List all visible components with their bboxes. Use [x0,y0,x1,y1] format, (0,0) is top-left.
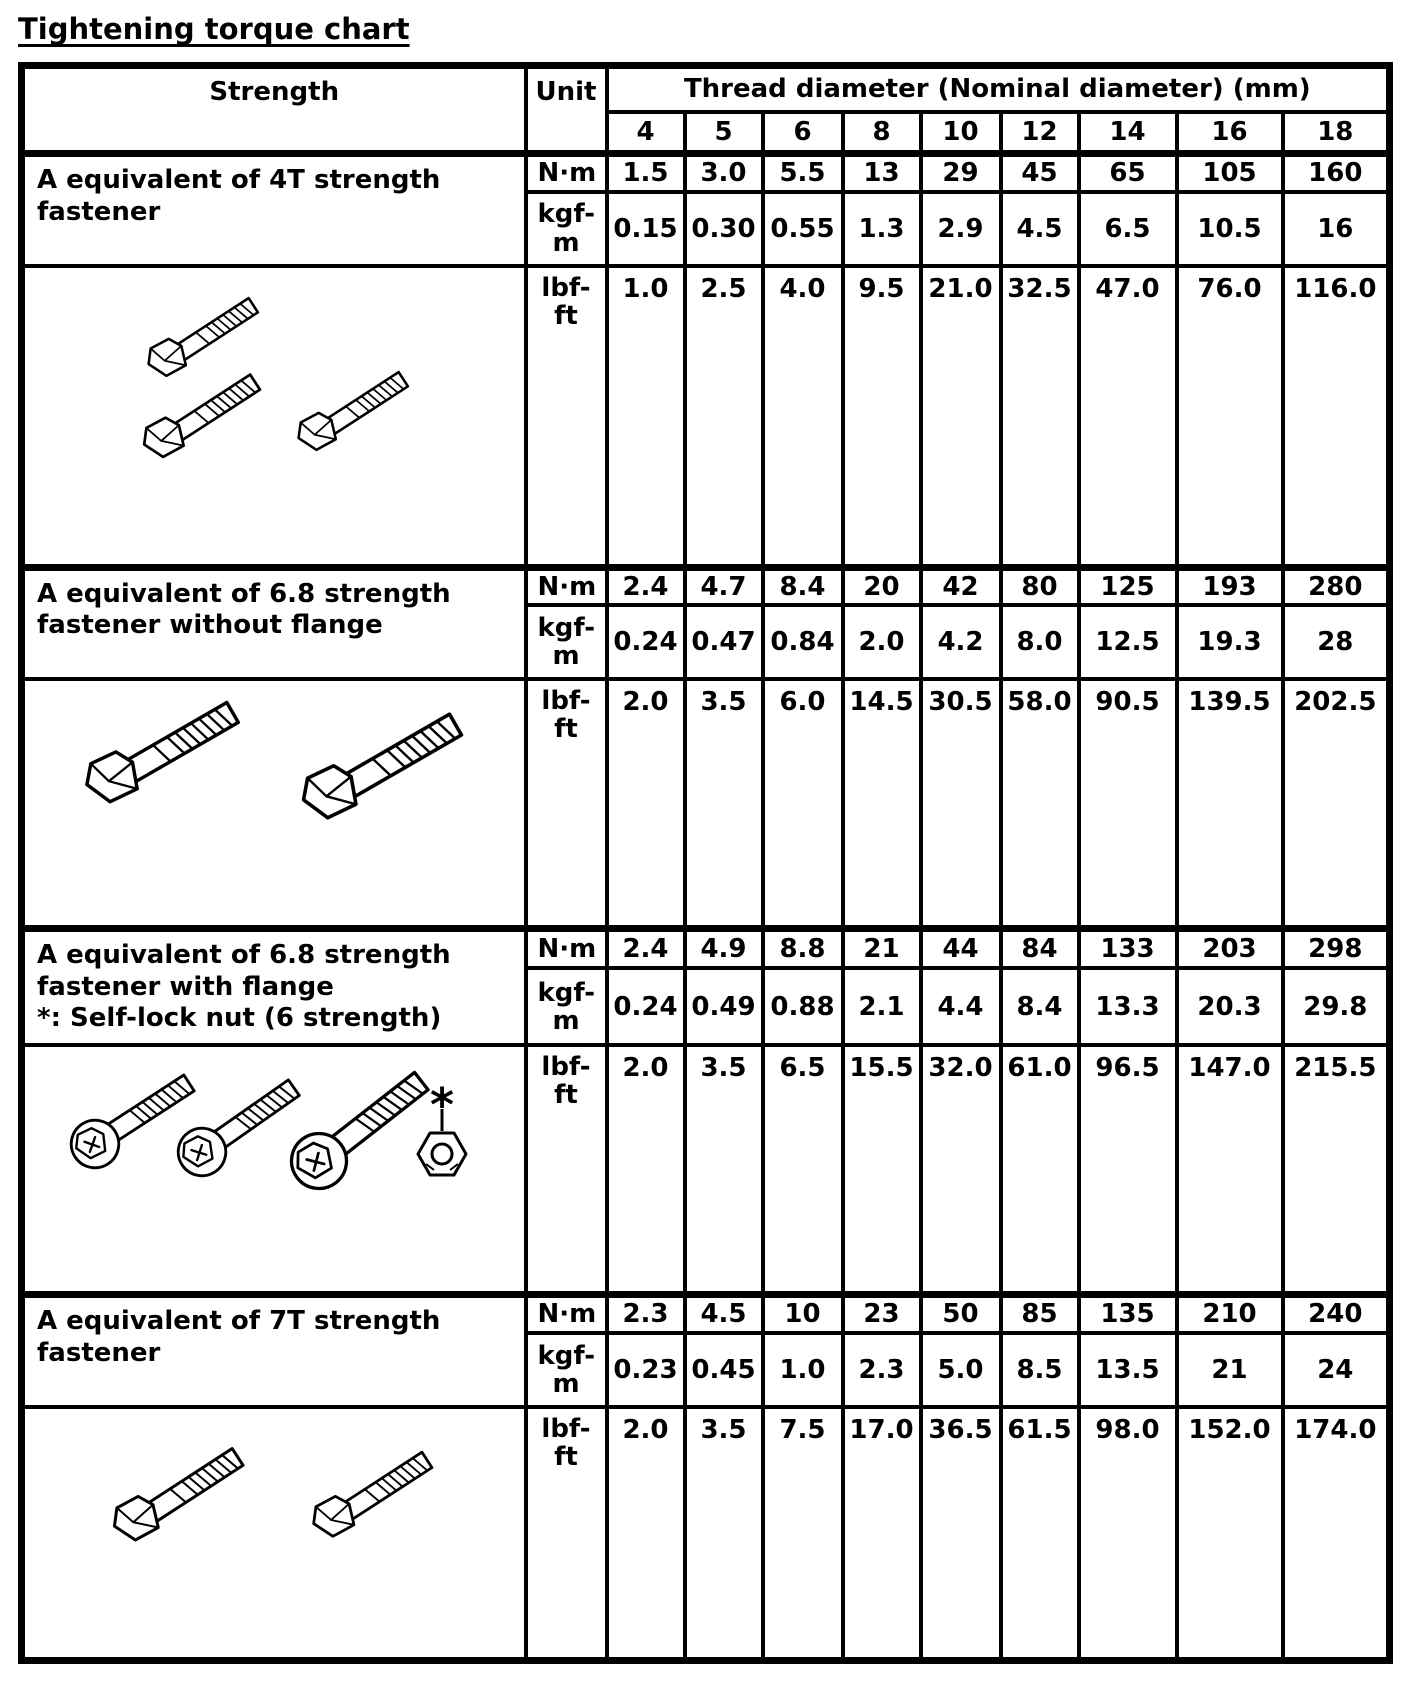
unit-label: N·m [526,567,607,605]
torque-value: 105 [1177,154,1283,192]
torque-value: 4.7 [685,567,763,605]
diameter-column-header: 12 [1001,112,1079,154]
torque-value: 2.0 [607,679,685,929]
strength-label-text: A equivalent of 4T strength fastener [37,165,441,227]
diameter-column-header: 14 [1079,112,1177,154]
diameter-column-header: 5 [685,112,763,154]
torque-value: 2.5 [685,266,763,568]
torque-value: 20 [843,567,921,605]
torque-value: 298 [1283,929,1390,969]
torque-value: 98.0 [1079,1407,1177,1661]
hex-bolt-icon [292,362,411,455]
torque-value: 19.3 [1177,605,1283,679]
table-row [22,679,1390,929]
unit-label: kgf-m [526,605,607,679]
column-header-diameter: Thread diameter (Nominal diameter) (mm) [607,66,1390,112]
torque-value: 4.5 [1001,192,1079,266]
diameter-column-header: 8 [843,112,921,154]
torque-value: 36.5 [921,1407,1001,1661]
unit-label: lbf-ft [526,679,607,929]
torque-value: 58.0 [1001,679,1079,929]
torque-value: 24 [1283,1333,1390,1407]
torque-value: 133 [1079,929,1177,969]
torque-value: 90.5 [1079,679,1177,929]
torque-value: 8.4 [1001,968,1079,1045]
torque-value: 0.84 [763,605,843,679]
hex-bolt-icon [295,701,465,826]
unit-label: N·m [526,154,607,192]
torque-value: 0.47 [685,605,763,679]
torque-value: 3.5 [685,679,763,929]
torque-value: 2.4 [607,567,685,605]
torque-value: 1.0 [763,1333,843,1407]
unit-label: kgf-m [526,192,607,266]
torque-value: 4.4 [921,968,1001,1045]
torque-value: 32.0 [921,1045,1001,1295]
table-row [22,1295,1390,1333]
torque-value: 6.0 [763,679,843,929]
flange-bolts-drawing [27,1049,519,1291]
table-row [22,66,1390,112]
torque-value: 50 [921,1295,1001,1333]
hex-bolts-drawing [27,270,519,564]
table-header [22,66,1390,154]
torque-value: 152.0 [1177,1407,1283,1661]
torque-value: 8.8 [763,929,843,969]
torque-value: 45 [1001,154,1079,192]
torque-value: 2.1 [843,968,921,1045]
strength-label [22,567,526,679]
section-7t [22,1295,1390,1661]
torque-value: 2.0 [607,1407,685,1661]
torque-value: 47.0 [1079,266,1177,568]
unit-label: kgf-m [526,1333,607,1407]
torque-value: 125 [1079,567,1177,605]
torque-value: 2.3 [843,1333,921,1407]
table-row [22,154,1390,192]
page-title: Tightening torque chart [18,12,410,46]
unit-label: N·m [526,1295,607,1333]
diameter-column-header: 6 [763,112,843,154]
torque-value: 240 [1283,1295,1390,1333]
hex-bolts-drawing [27,1411,519,1657]
bolt-illustration-68-no-flange [22,679,526,929]
torque-value: 2.4 [607,929,685,969]
torque-value: 2.0 [843,605,921,679]
torque-value: 202.5 [1283,679,1390,929]
flange-bolt-icon [280,1060,438,1200]
torque-value: 0.55 [763,192,843,266]
unit-label: lbf-ft [526,1045,607,1295]
torque-value: 139.5 [1177,679,1283,929]
hex-bolts-drawing [27,683,519,925]
torque-value: 215.5 [1283,1045,1390,1295]
torque-value: 84 [1001,929,1079,969]
torque-value: 85 [1001,1295,1079,1333]
torque-value: 0.88 [763,968,843,1045]
table-row [22,929,1390,969]
torque-value: 3.5 [685,1045,763,1295]
self-lock-nut-icon [418,1133,466,1175]
torque-value: 32.5 [1001,266,1079,568]
torque-value: 42 [921,567,1001,605]
hex-bolt-icon [307,1442,435,1543]
torque-value: 28 [1283,605,1390,679]
torque-value: 8.4 [763,567,843,605]
torque-value: 21 [843,929,921,969]
torque-value: 0.24 [607,605,685,679]
torque-value: 13.3 [1079,968,1177,1045]
torque-value: 44 [921,929,1001,969]
hex-bolt-icon [142,288,261,381]
table-row [22,567,1390,605]
torque-value: 4.5 [685,1295,763,1333]
hex-bolt-icon [107,1437,246,1547]
column-header-strength: Strength [22,66,526,154]
torque-value: 16 [1283,192,1390,266]
strength-label-text: A equivalent of 6.8 strength fastener without flange [37,578,451,641]
bolt-illustration-68-flange [22,1045,526,1295]
torque-value: 2.3 [607,1295,685,1333]
strength-label [22,1295,526,1407]
strength-label [22,929,526,1046]
torque-value: 76.0 [1177,266,1283,568]
torque-value: 135 [1079,1295,1177,1333]
hex-bolt-icon [137,364,263,463]
torque-value: 65 [1079,154,1177,192]
bolt-illustration-7t [22,1407,526,1661]
torque-value: 4.0 [763,266,843,568]
hex-bolt-icon [79,690,242,810]
torque-value: 21 [1177,1333,1283,1407]
torque-value: 17.0 [843,1407,921,1661]
torque-value: 160 [1283,154,1390,192]
diameter-column-header: 10 [921,112,1001,154]
torque-value: 0.45 [685,1333,763,1407]
torque-value: 6.5 [763,1045,843,1295]
torque-value: 8.5 [1001,1333,1079,1407]
torque-value: 10 [763,1295,843,1333]
torque-value: 96.5 [1079,1045,1177,1295]
torque-value: 80 [1001,567,1079,605]
asterisk-marker: * [429,1078,455,1133]
torque-value: 13 [843,154,921,192]
torque-value: 280 [1283,567,1390,605]
diameter-column-header: 18 [1283,112,1390,154]
torque-value: 0.15 [607,192,685,266]
torque-value: 6.5 [1079,192,1177,266]
torque-value: 3.0 [685,154,763,192]
diameter-column-header: 16 [1177,112,1283,154]
torque-value: 4.2 [921,605,1001,679]
torque-value: 8.0 [1001,605,1079,679]
torque-value: 3.5 [685,1407,763,1661]
strength-label [22,154,526,266]
section-68-no-flange [22,567,1390,929]
torque-value: 4.9 [685,929,763,969]
torque-value: 14.5 [843,679,921,929]
torque-value: 5.0 [921,1333,1001,1407]
torque-value: 1.3 [843,192,921,266]
torque-value: 13.5 [1079,1333,1177,1407]
torque-value: 174.0 [1283,1407,1390,1661]
torque-value: 30.5 [921,679,1001,929]
torque-value: 193 [1177,567,1283,605]
torque-value: 29.8 [1283,968,1390,1045]
unit-label: lbf-ft [526,1407,607,1661]
torque-value: 20.3 [1177,968,1283,1045]
table-row [22,1045,1390,1295]
strength-label-text: A equivalent of 6.8 strength fastener with flange [37,940,451,1002]
torque-value: 2.9 [921,192,1001,266]
torque-value: 116.0 [1283,266,1390,568]
column-header-unit: Unit [526,66,607,154]
bolt-illustration-4t [22,266,526,568]
torque-value: 203 [1177,929,1283,969]
torque-value: 2.0 [607,1045,685,1295]
unit-label: N·m [526,929,607,969]
table-row [22,266,1390,568]
diameter-column-header: 4 [607,112,685,154]
torque-value: 21.0 [921,266,1001,568]
section-4t [22,154,1390,568]
strength-label-note: *: Self-lock nut (6 strength) [37,1003,442,1034]
unit-label: lbf-ft [526,266,607,568]
torque-value: 147.0 [1177,1045,1283,1295]
torque-value: 210 [1177,1295,1283,1333]
torque-value: 9.5 [843,266,921,568]
torque-value: 0.49 [685,968,763,1045]
torque-value: 1.0 [607,266,685,568]
torque-table [18,62,1393,1664]
strength-label-text: A equivalent of 7T strength fastener [37,1306,441,1368]
table-row [22,1407,1390,1661]
torque-value: 29 [921,154,1001,192]
torque-value: 61.0 [1001,1045,1079,1295]
torque-value: 61.5 [1001,1407,1079,1661]
torque-value: 1.5 [607,154,685,192]
torque-value: 23 [843,1295,921,1333]
unit-label: kgf-m [526,968,607,1045]
torque-value: 0.24 [607,968,685,1045]
torque-value: 7.5 [763,1407,843,1661]
torque-value: 15.5 [843,1045,921,1295]
torque-value: 5.5 [763,154,843,192]
torque-value: 12.5 [1079,605,1177,679]
torque-value: 0.23 [607,1333,685,1407]
section-68-flange [22,929,1390,1295]
torque-value: 10.5 [1177,192,1283,266]
torque-value: 0.30 [685,192,763,266]
